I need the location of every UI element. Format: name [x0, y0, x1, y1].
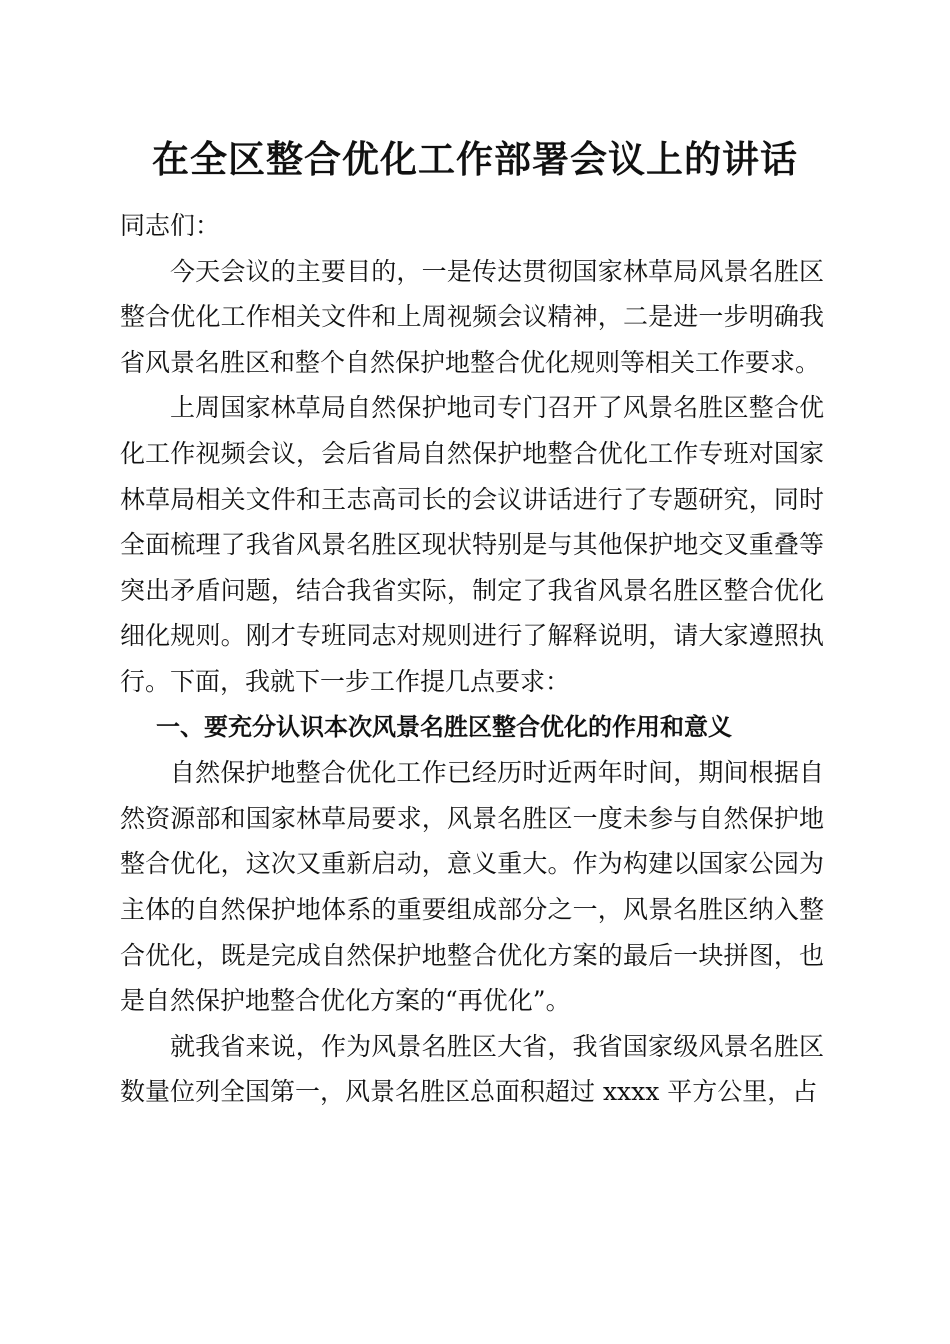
paragraph-significance: 自然保护地整合优化工作已经历时近两年时间，期间根据自然资源部和国家林草局要求，风景名胜区一度未参与自然保护地整合优化，这次又重新启动，意义重大。作为构建以国家公园为主体的自然保护地体系的重要组成部分之一，风景名胜区纳入整合优化，既是完成自然保护地整合优化方案的最后一块拼图，也是自然保护地整合优化方案的“再优化”。	[120, 758, 824, 1016]
salutation: 同志们：	[120, 211, 221, 240]
section-heading: 一、要充分认识本次风景名胜区整合优化的作用和意义	[156, 712, 732, 741]
paragraph-purpose: 今天会议的主要目的，一是传达贯彻国家林草局风景名胜区整合优化工作相关文件和上周视频会议精神，二是进一步明确我省风景名胜区和整个自然保护地整合优化规则等相关工作要求。	[120, 256, 824, 377]
paragraph-province: 就我省来说，作为风景名胜区大省，我省国家级风景名胜区数量位列全国第一，风景名胜区总面积超过 xxxx 平方公里，占	[120, 1031, 824, 1107]
document-body	[120, 203, 824, 1115]
document-title: 在全区整合优化工作部署会议上的讲话	[152, 137, 798, 181]
paragraph-background: 上周国家林草局自然保护地司专门召开了风景名胜区整合优化工作视频会议，会后省局自然保护地整合优化工作专班对国家林草局相关文件和王志高司长的会议讲话进行了专题研究，同时全面梳理了我省风景名胜区现状特别是与其他保护地交叉重叠等突出矛盾问题，结合我省实际，制定了我省风景名胜区整合优化细化规则。刚才专班同志对规则进行了解释说明，请大家遵照执行。下面，我就下一步工作提几点要求：	[120, 393, 824, 696]
